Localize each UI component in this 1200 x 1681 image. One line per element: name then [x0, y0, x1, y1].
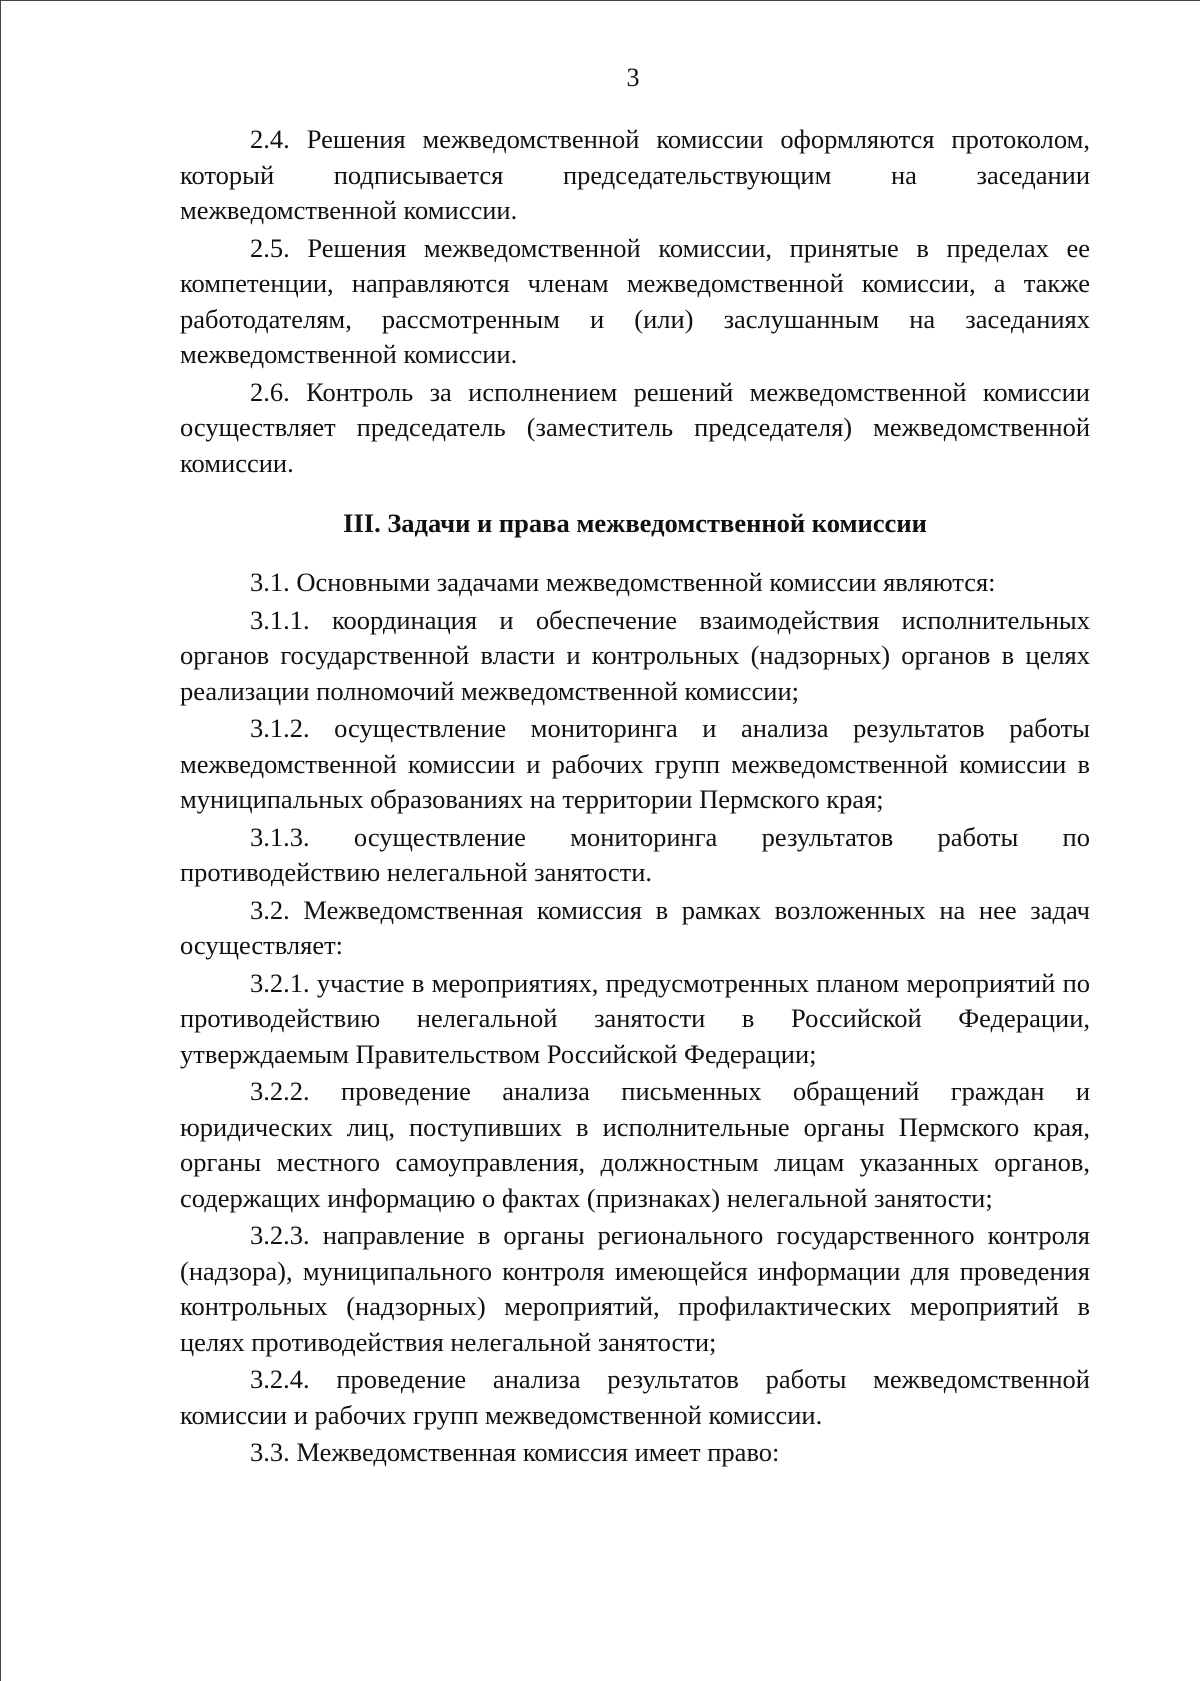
paragraph-3-1: 3.1. Основными задачами межведомственной комиссии являются: — [250, 567, 996, 597]
paragraph-3-1-2: 3.1.2. осуществление мониторинга и анализа результатов работы межведомственной комиссии и рабочих групп межведомственной комиссии в муниципальных образованиях на территории Пермского края; — [180, 713, 1090, 814]
paragraph-3-2-2: 3.2.2. проведение анализа письменных обращений граждан и юридических лиц, поступивших в исполнительные органы Пермского края, органы местного самоуправления, должностным лицам указанных органов, содержащих информацию о фактах (признаках) нелегальной занятости; — [180, 1076, 1090, 1213]
paragraph-3-2-4: 3.2.4. проведение анализа результатов работы межведомственной комиссии и рабочих групп межведомственной комиссии. — [180, 1364, 1090, 1430]
paragraph-3-3: 3.3. Межведомственная комиссия имеет право: — [250, 1437, 780, 1467]
document-body — [180, 122, 1090, 1473]
page-number: 3 — [626, 63, 640, 92]
paragraph-2-4: 2.4. Решения межведомственной комиссии оформляются протоколом, который подписывается председательствующим на заседании межведомственной комиссии. — [180, 124, 1090, 225]
paragraph-2-5: 2.5. Решения межведомственной комиссии, принятые в пределах ее компетенции, направляются членам межведомственной комиссии, а также работодателям, рассмотренным и (или) заслушанным на заседаниях межведомственной комиссии. — [180, 232, 1090, 369]
paragraph-3-1-3: 3.1.3. осуществление мониторинга результатов работы по противодействию нелегальной занятости. — [180, 821, 1090, 887]
paragraph-3-1-1: 3.1.1. координация и обеспечение взаимодействия исполнительных органов государственной власти и контрольных (надзорных) органов в целях реализации полномочий межведомственной комиссии; — [180, 604, 1090, 706]
paragraph-3-2-1: 3.2.1. участие в мероприятиях, предусмотренных планом мероприятий по противодействию нелегальной занятости в Российской Федерации, утверждаемым Правительством Российской Федерации; — [180, 967, 1090, 1069]
paragraph-2-6: 2.6. Контроль за исполнением решений межведомственной комиссии осуществляет председатель (заместитель председателя) межведомственной комиссии. — [180, 376, 1090, 478]
paragraph-3-2-3: 3.2.3. направление в органы регионального государственного контроля (надзора), муниципального контроля имеющейся информации для проведения контрольных (надзорных) мероприятий, профилактических мероприятий в целях противодействия нелегальной занятости; — [180, 1220, 1090, 1357]
paragraph-3-2: 3.2. Межведомственная комиссия в рамках возложенных на нее задач осуществляет: — [180, 894, 1090, 960]
section-heading: III. Задачи и права межведомственной комиссии — [343, 508, 927, 538]
